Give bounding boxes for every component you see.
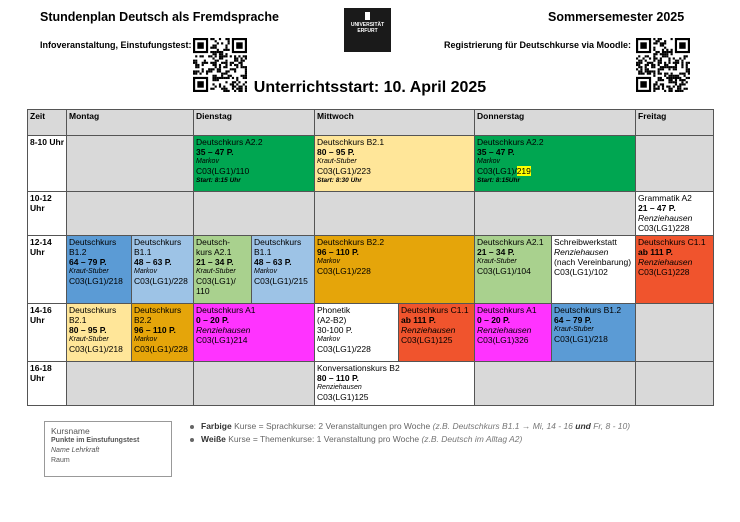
column-header-freitag: Freitag — [636, 110, 714, 136]
legend-box — [44, 421, 172, 477]
time-16-18: 16-18 Uhr — [28, 362, 67, 406]
column-header-montag: Montag — [67, 110, 194, 136]
semester-title: Sommersemester 2025 — [548, 10, 685, 24]
row-16-18 — [28, 362, 714, 406]
page-title: Unterrichtsstart: 10. April 2025 — [253, 79, 487, 96]
course-b2-1-montag: Deutschkurs B2.1 80 – 95 P. Kraut-Stuber C03(LG1)/218 — [67, 304, 132, 362]
column-header-donnerstag: Donnerstag — [475, 110, 636, 136]
empty-slot — [636, 304, 714, 362]
time-14-16: 14-16 Uhr — [28, 304, 67, 362]
course-b1-2-donnerstag: Deutschkurs B1.2 64 – 79 P. Kraut-Stuber C03(LG1)/218 — [552, 304, 636, 362]
note-white-courses: Weiße Kurse = Themenkurse: 1 Veranstaltung pro Woche (z.B. Deutsch im Alltag A2) — [190, 434, 522, 444]
schedule-table — [27, 109, 714, 406]
legend-lehrkraft: Name Lehrkraft — [51, 447, 100, 454]
empty-slot — [636, 362, 714, 406]
course-a2-1-dienstag: Deutsch- kurs A2.1 21 – 34 P. Kraut-Stuber C03(LG1)/ 110 — [194, 236, 252, 304]
university-logo-icon — [344, 8, 391, 52]
course-a1-dienstag: Deutschkurs A1 0 – 20 P. Renziehausen C03(LG1)214 — [194, 304, 315, 362]
course-a2-1-donnerstag: Deutschkurs A2.1 21 – 34 P. Kraut-Stuber C03(LG1)/104 — [475, 236, 552, 304]
logo-line-1: UNIVERSITÄT — [350, 22, 385, 28]
empty-slot — [67, 136, 194, 192]
course-b1-1-montag: Deutschkurs B1.1 48 – 63 P. Markov C03(LG1)/228 — [132, 236, 194, 304]
course-b2-2-mittwoch: Deutschkurs B2.2 96 – 110 P. Markov C03(LG1)/228 — [315, 236, 475, 304]
course-a2-2-dienstag: Deutschkurs A2.2 35 – 47 P. Markov C03(LG1)/110 Start: 8:15 Uhr — [194, 136, 315, 192]
info-label: Infoveranstaltung, Einstufungstest: — [40, 40, 192, 50]
course-b1-1-dienstag: Deutschkurs B1.1 48 – 63 P. Markov C03(LG1)/215 — [252, 236, 315, 304]
time-10-12: 10-12 Uhr — [28, 192, 67, 236]
empty-slot — [67, 362, 194, 406]
course-b2-1-mittwoch: Deutschkurs B2.1 80 – 95 P. Kraut-Stuber C03(LG1)/223 Start: 8:30 Uhr — [315, 136, 475, 192]
course-b1-2-montag: Deutschkurs B1.2 64 – 79 P. Kraut-Stuber C03(LG1)/218 — [67, 236, 132, 304]
empty-slot — [194, 192, 315, 236]
room-highlight: 219 — [516, 166, 531, 176]
legend-punkte: Punkte im Einstufungstest — [51, 437, 140, 444]
course-b2-2-montag: Deutschkurs B2.2 96 – 110 P. Markov C03(LG1)/228 — [132, 304, 194, 362]
note-colored-courses: Farbige Kurse = Sprachkurse: 2 Veranstaltungen pro Woche (z.B. Deutschkurs B1.1 → Mi, 14 - 16 und Fr, 8 - 10) — [190, 421, 630, 431]
registration-label: Registrierung für Deutschkurse via Moodle: — [444, 40, 632, 50]
course-c1-1-freitag: Deutschkurs C1.1 ab 111 P. Renziehausen C03(LG1)228 — [636, 236, 714, 304]
row-14-16 — [28, 304, 714, 362]
course-phonetik-mittwoch: Phonetik (A2-B2) 30-100 P. Markov C03(LG1)/228 — [315, 304, 399, 362]
logo-line-2: ERFURT — [357, 28, 378, 34]
course-c1-1-mittwoch: Deutschkurs C1.1 ab 111 P. Renziehausen C03(LG1)125 — [399, 304, 475, 362]
empty-slot — [475, 362, 636, 406]
empty-slot — [315, 192, 475, 236]
column-header-zeit: Zeit — [28, 110, 67, 136]
column-header-mittwoch: Mittwoch — [315, 110, 475, 136]
row-8-10 — [28, 136, 714, 192]
time-8-10: 8-10 Uhr — [28, 136, 67, 192]
legend-kursname: Kursname — [51, 426, 90, 436]
empty-slot — [67, 192, 194, 236]
header-row — [28, 110, 714, 136]
empty-slot — [194, 362, 315, 406]
schedule-title: Stundenplan Deutsch als Fremdsprache — [40, 10, 279, 24]
time-12-14: 12-14 Uhr — [28, 236, 67, 304]
row-10-12 — [28, 192, 714, 236]
course-schreibwerkstatt-donnerstag: Schreibwerkstatt Renziehausen (nach Vereinbarung) C03(LG1)/102 — [552, 236, 636, 304]
course-grammatik-a2-freitag: Grammatik A2 21 – 47 P. Renziehausen C03(LG1)228 — [636, 192, 714, 236]
course-konversation-b2-mittwoch: Konversationskurs B2 80 – 110 P. Renziehausen C03(LG1)125 — [315, 362, 475, 406]
legend-raum: Raum — [51, 457, 70, 464]
course-a1-donnerstag: Deutschkurs A1 0 – 20 P. Renziehausen C03(LG1)326 — [475, 304, 552, 362]
row-12-14 — [28, 236, 714, 304]
empty-slot — [636, 136, 714, 192]
column-header-dienstag: Dienstag — [194, 110, 315, 136]
empty-slot — [475, 192, 636, 236]
course-a2-2-donnerstag: Deutschkurs A2.2 35 – 47 P. Markov C03(LG1)/219 Start: 8:15Uhr — [475, 136, 636, 192]
